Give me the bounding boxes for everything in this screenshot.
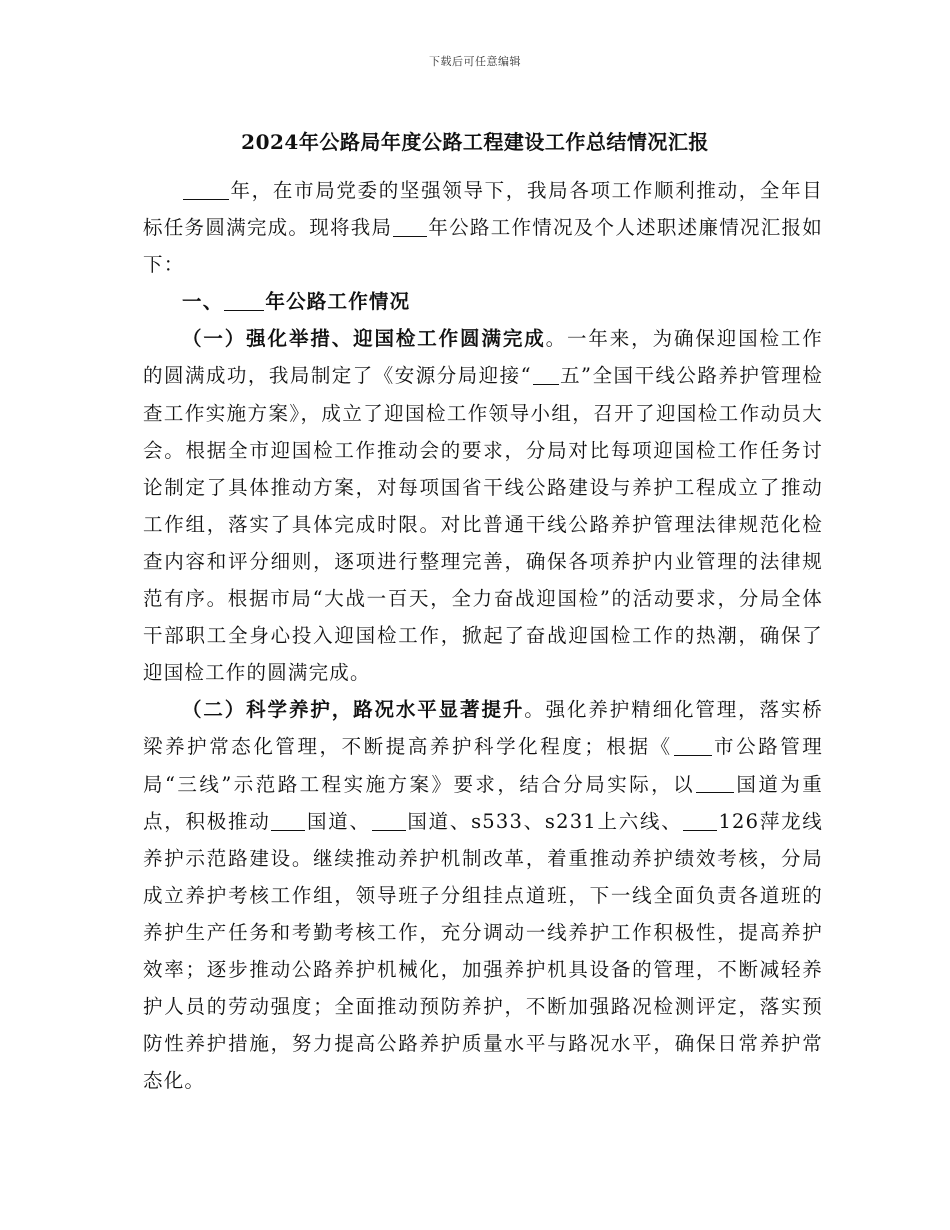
document-title: 2024年公路局年度公路工程建设工作总结情况汇报 [241, 130, 709, 154]
section-suffix: 年公路工作情况 [265, 290, 411, 314]
sub2-text-f: 126萍龙线养护示范路建设。继续推动养护机制改革，着重推动养护绩效考核，分局成立养护考核工作组，领导班子分组挂点道班，下一线全面负责各道班的养护生产任务和考勤考核工作，充分调动一线养护工作积极性，提高养护效率；逐步推动公路养护机械化，加强养护机具设备的管理，不断减轻养护人员的劳动强度；全面推动预防养护，不断加强路况检测评定，落实预防性养护措施，努力提高公路养护质量水平与路况水平，确保日常养护常态化。 [143, 809, 824, 1093]
section-prefix: 一、 [182, 290, 224, 314]
intro-paragraph [143, 172, 823, 283]
paragraph-sub2 [143, 691, 823, 1099]
header-note: 下载后可任意编辑 [429, 55, 521, 68]
fill-blank [683, 810, 717, 831]
fill-blank [674, 736, 712, 757]
intro-text-b: 年公路工作情况及个人述职述廉情况汇报如下： [143, 216, 823, 277]
fill-blank [533, 365, 559, 386]
sub2-text-e: 国道、s533、s231上六线、 [406, 809, 683, 833]
paragraph-sub1 [143, 320, 823, 691]
fill-blank [271, 810, 305, 831]
fill-blank [372, 810, 406, 831]
sub2-text-c: 国道为重点，积极推动 [143, 772, 823, 833]
sub2-text-d: 国道、 [306, 809, 371, 833]
sub1-text-a: 。一年来，为确保迎国检工作的圆满成功，我局制定了《安源分局迎接“ [143, 327, 823, 388]
sub-heading-2: （二）科学养护，路况水平显著提升 [182, 698, 525, 722]
sub1-text-b: 五”全国干线公路养护管理检查工作实施方案》，成立了迎国检工作领导小组，召开了迎国检工作动员大会。根据全市迎国检工作推动会的要求，分局对比每项迎国检工作任务讨论制定了具体推动方案，对每项国省干线公路建设与养护工程成立了推动工作组，落实了具体完成时限。对比普通干线公路养护管理法律规范化检查内容和评分细则，逐项进行整理完善，确保各项养护内业管理的法律规范有序。根据市局“大战一百天，全力奋战迎国检”的活动要求，分局全体干部职工全身心投入迎国检工作，掀起了奋战迎国检工作的热潮，确保了迎国检工作的圆满完成。 [143, 364, 823, 685]
intro-text-a: 年，在市局党委的坚强领导下，我局各项工作顺利推动，全年目标任务圆满完成。现将我局 [143, 179, 823, 240]
fill-blank [393, 217, 427, 238]
fill-blank [183, 179, 229, 200]
sub-heading-1: （一）强化举措、迎国检工作圆满完成 [182, 327, 546, 351]
fill-blank [696, 773, 734, 794]
fill-blank [224, 291, 264, 312]
document-body [143, 172, 823, 1099]
section-heading-1 [143, 283, 823, 320]
sub2-text-b: 市公路管理局“三线”示范路工程实施方案》要求，结合分局实际，以 [143, 735, 823, 796]
sub2-text-a: 。强化养护精细化管理，落实桥梁养护常态化管理，不断提高养护科学化程度；根据《 [143, 698, 823, 759]
